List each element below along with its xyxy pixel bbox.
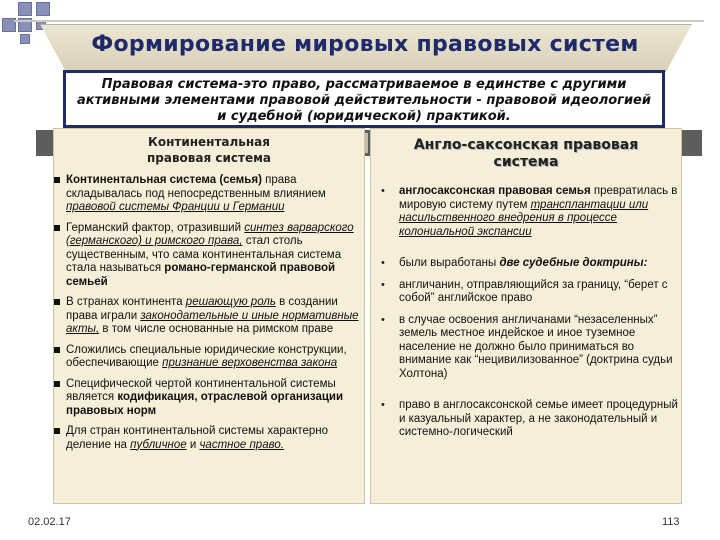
item-text-bold: англосаксонская правовая семья — [399, 185, 591, 197]
top-divider — [14, 20, 704, 22]
item-text-bold-italic: две судебные доктрины: — [499, 257, 648, 269]
item-text: в случае освоения англичанами “незаселенных” земель местное индейское и иное туземное население не должно было приниматься во внимание как “нецивилизованное” (доктрина судьи Холтона) — [399, 313, 673, 380]
item-text: права складывалась под непосредственным влиянием — [66, 174, 326, 200]
square-bullet-icon — [54, 177, 60, 183]
list-item — [371, 185, 681, 239]
list-item — [54, 425, 364, 452]
continental-heading — [54, 129, 364, 166]
dot-bullet-icon: • — [381, 313, 385, 326]
list-item — [54, 344, 364, 371]
page-number: 113 — [662, 516, 680, 528]
dot-bullet-icon: • — [381, 185, 385, 197]
continental-list — [54, 166, 364, 452]
definition-box: Правовая система-это право, рассматриваемое в единстве с другими активными элементами правовой действительности - правовой идеологией и судебной (юридической) практикой. — [63, 70, 665, 128]
item-text: право в англосаксонской семье имеет процедурный и казуальный характер, а не законодательный и системно-логический — [399, 399, 678, 438]
square-bullet-icon — [54, 225, 60, 231]
item-text-emphasis: решающую роль — [185, 296, 276, 308]
item-text-emphasis: синтез варварского (германского) и римского права, — [66, 221, 354, 247]
decor-square — [18, 2, 32, 16]
list-item — [54, 378, 364, 419]
item-text-emphasis: признание верховенства закона — [162, 357, 338, 369]
item-text: в том числе основанные на римском праве — [99, 323, 334, 335]
item-text-emphasis: правовой системы Франции и Германии — [66, 201, 285, 213]
item-text-bold: романо-германской правовой семьей — [66, 262, 336, 288]
list-item — [54, 296, 364, 337]
dot-bullet-icon: • — [381, 257, 385, 269]
item-text: Сложились специальные юридические конструкции, обеспечивающие — [66, 343, 347, 369]
list-item — [371, 279, 681, 306]
list-item — [371, 257, 681, 271]
square-bullet-icon — [54, 347, 60, 353]
square-bullet-icon — [54, 381, 60, 387]
dot-bullet-icon: • — [381, 278, 385, 291]
anglo-saxon-heading-line1: Англо-саксонская правовая — [413, 137, 639, 153]
item-text: и — [186, 438, 200, 451]
item-text: В странах континента — [66, 296, 186, 308]
item-text-bold: Континентальная система (семья) — [66, 174, 262, 186]
item-text-bold: кодификация, отраслевой организации правовых норм — [66, 391, 344, 417]
anglo-saxon-column — [370, 128, 682, 504]
item-text-emphasis: публичное — [130, 438, 187, 451]
continental-column — [53, 128, 365, 504]
item-text: англичанин, отправляющийся за границу, “берет с собой” английское право — [399, 278, 668, 304]
footer-date: 02.02.17 — [28, 516, 71, 528]
item-text: были выработаны — [399, 257, 500, 269]
anglo-saxon-heading-line2: система — [493, 154, 559, 170]
dot-bullet-icon: • — [381, 399, 385, 411]
decor-square — [20, 34, 30, 44]
page-title: Формирование мировых правовых систем — [91, 32, 639, 57]
item-text: Для стран континентальной системы характерно деление на — [66, 425, 329, 451]
anglo-saxon-heading — [371, 129, 681, 171]
item-text: стал столь существенным, что сама континентальная система стала называться — [66, 235, 342, 274]
item-text-emphasis: трансплантации или насильственного внедрения в процессе колониальной экспансии — [399, 198, 649, 238]
item-text: Специфической чертой континентальной системы является — [66, 377, 336, 403]
square-bullet-icon — [54, 299, 60, 305]
square-bullet-icon — [54, 428, 60, 434]
item-text-emphasis: законодательные и иные нормативные акты, — [66, 309, 359, 335]
continental-heading-line1: Континентальная — [148, 135, 270, 149]
item-text-emphasis: частное право. — [199, 438, 284, 451]
item-text: в создании права играли — [66, 296, 338, 322]
continental-heading-line2: правовая система — [146, 151, 272, 165]
item-text: превратилась в мировую систему путем — [399, 185, 678, 211]
item-text: Германский фактор, отразивший — [66, 221, 245, 234]
list-item — [371, 314, 681, 382]
decor-square — [36, 2, 50, 16]
list-item — [371, 399, 681, 440]
list-item — [54, 174, 364, 215]
anglo-saxon-list — [371, 171, 681, 440]
list-item — [54, 222, 364, 290]
